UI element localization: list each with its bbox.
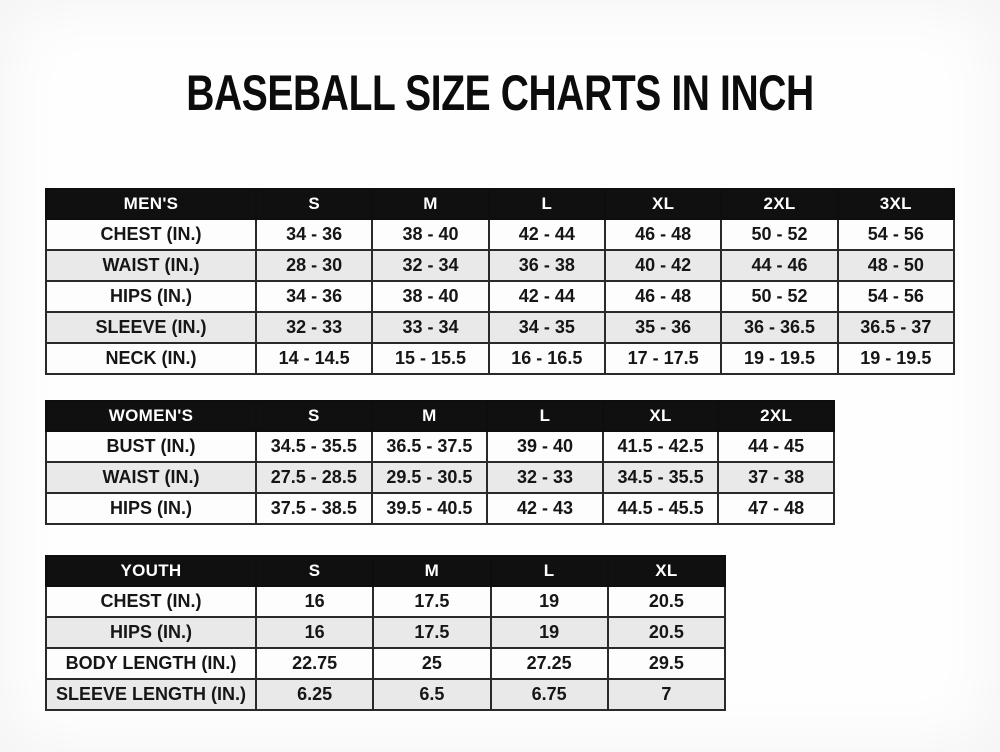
table-header-row xyxy=(46,189,954,219)
size-column-header: 2XL xyxy=(718,401,834,431)
page-title: BASEBALL SIZE CHARTS IN INCH xyxy=(186,65,814,121)
size-value-cell: 54 - 56 xyxy=(838,219,954,250)
size-value-cell: 39.5 - 40.5 xyxy=(372,493,488,524)
size-column-header: M xyxy=(373,556,490,586)
size-value-cell: 44 - 45 xyxy=(718,431,834,462)
table-row xyxy=(46,462,834,493)
size-value-cell: 46 - 48 xyxy=(605,219,721,250)
size-value-cell: 16 xyxy=(256,586,373,617)
size-column-header: L xyxy=(489,189,605,219)
size-column-header: 3XL xyxy=(838,189,954,219)
size-value-cell: 39 - 40 xyxy=(487,431,603,462)
measure-label-cell: CHEST (IN.) xyxy=(46,586,256,617)
measure-label-cell: NECK (IN.) xyxy=(46,343,256,374)
size-column-header: L xyxy=(491,556,608,586)
table-header-row xyxy=(46,556,725,586)
size-column-header: M xyxy=(372,401,488,431)
measure-label-cell: WAIST (IN.) xyxy=(46,250,256,281)
group-label-cell: MEN'S xyxy=(46,189,256,219)
size-value-cell: 34 - 36 xyxy=(256,219,372,250)
size-value-cell: 38 - 40 xyxy=(372,281,488,312)
size-value-cell: 35 - 36 xyxy=(605,312,721,343)
size-value-cell: 19 - 19.5 xyxy=(721,343,837,374)
measure-label-cell: HIPS (IN.) xyxy=(46,281,256,312)
table-row xyxy=(46,431,834,462)
size-value-cell: 17.5 xyxy=(373,617,490,648)
size-column-header: 2XL xyxy=(721,189,837,219)
measure-label-cell: SLEEVE (IN.) xyxy=(46,312,256,343)
size-value-cell: 50 - 52 xyxy=(721,281,837,312)
size-value-cell: 34.5 - 35.5 xyxy=(603,462,719,493)
size-value-cell: 6.75 xyxy=(491,679,608,710)
size-value-cell: 40 - 42 xyxy=(605,250,721,281)
size-value-cell: 36 - 38 xyxy=(489,250,605,281)
size-table-mens xyxy=(45,188,955,375)
size-value-cell: 37.5 - 38.5 xyxy=(256,493,372,524)
size-value-cell: 46 - 48 xyxy=(605,281,721,312)
size-value-cell: 20.5 xyxy=(608,617,725,648)
table-row xyxy=(46,312,954,343)
measure-label-cell: BUST (IN.) xyxy=(46,431,256,462)
size-value-cell: 22.75 xyxy=(256,648,373,679)
table-row xyxy=(46,219,954,250)
size-value-cell: 32 - 33 xyxy=(487,462,603,493)
table-row xyxy=(46,586,725,617)
size-value-cell: 17.5 xyxy=(373,586,490,617)
group-label-cell: YOUTH xyxy=(46,556,256,586)
table-row xyxy=(46,250,954,281)
size-value-cell: 19 xyxy=(491,586,608,617)
table-row xyxy=(46,679,725,710)
size-value-cell: 6.25 xyxy=(256,679,373,710)
size-column-header: S xyxy=(256,556,373,586)
size-value-cell: 41.5 - 42.5 xyxy=(603,431,719,462)
size-value-cell: 32 - 33 xyxy=(256,312,372,343)
table-header-row xyxy=(46,401,834,431)
size-value-cell: 48 - 50 xyxy=(838,250,954,281)
size-value-cell: 54 - 56 xyxy=(838,281,954,312)
measure-label-cell: BODY LENGTH (IN.) xyxy=(46,648,256,679)
size-value-cell: 16 - 16.5 xyxy=(489,343,605,374)
size-value-cell: 15 - 15.5 xyxy=(372,343,488,374)
measure-label-cell: CHEST (IN.) xyxy=(46,219,256,250)
size-value-cell: 38 - 40 xyxy=(372,219,488,250)
size-column-header: S xyxy=(256,401,372,431)
size-value-cell: 28 - 30 xyxy=(256,250,372,281)
size-value-cell: 42 - 44 xyxy=(489,219,605,250)
size-value-cell: 25 xyxy=(373,648,490,679)
size-value-cell: 16 xyxy=(256,617,373,648)
size-column-header: XL xyxy=(605,189,721,219)
group-label-cell: WOMEN'S xyxy=(46,401,256,431)
table-row xyxy=(46,648,725,679)
size-value-cell: 34 - 35 xyxy=(489,312,605,343)
size-value-cell: 6.5 xyxy=(373,679,490,710)
size-column-header: XL xyxy=(603,401,719,431)
size-value-cell: 34.5 - 35.5 xyxy=(256,431,372,462)
measure-label-cell: HIPS (IN.) xyxy=(46,617,256,648)
size-value-cell: 7 xyxy=(608,679,725,710)
size-table-womens xyxy=(45,400,835,525)
size-column-header: M xyxy=(372,189,488,219)
size-column-header: S xyxy=(256,189,372,219)
size-column-header: L xyxy=(487,401,603,431)
table-row xyxy=(46,493,834,524)
size-table-youth xyxy=(45,555,726,711)
size-value-cell: 19 xyxy=(491,617,608,648)
size-value-cell: 29.5 xyxy=(608,648,725,679)
size-value-cell: 36 - 36.5 xyxy=(721,312,837,343)
size-value-cell: 50 - 52 xyxy=(721,219,837,250)
size-value-cell: 36.5 - 37.5 xyxy=(372,431,488,462)
size-value-cell: 19 - 19.5 xyxy=(838,343,954,374)
size-value-cell: 27.25 xyxy=(491,648,608,679)
size-value-cell: 27.5 - 28.5 xyxy=(256,462,372,493)
size-value-cell: 44 - 46 xyxy=(721,250,837,281)
table-row xyxy=(46,281,954,312)
size-value-cell: 44.5 - 45.5 xyxy=(603,493,719,524)
size-value-cell: 42 - 43 xyxy=(487,493,603,524)
size-value-cell: 34 - 36 xyxy=(256,281,372,312)
size-value-cell: 47 - 48 xyxy=(718,493,834,524)
size-value-cell: 32 - 34 xyxy=(372,250,488,281)
size-value-cell: 14 - 14.5 xyxy=(256,343,372,374)
measure-label-cell: WAIST (IN.) xyxy=(46,462,256,493)
size-value-cell: 20.5 xyxy=(608,586,725,617)
size-value-cell: 17 - 17.5 xyxy=(605,343,721,374)
measure-label-cell: HIPS (IN.) xyxy=(46,493,256,524)
size-value-cell: 36.5 - 37 xyxy=(838,312,954,343)
size-value-cell: 37 - 38 xyxy=(718,462,834,493)
size-value-cell: 33 - 34 xyxy=(372,312,488,343)
size-column-header: XL xyxy=(608,556,725,586)
table-row xyxy=(46,343,954,374)
size-value-cell: 42 - 44 xyxy=(489,281,605,312)
size-value-cell: 29.5 - 30.5 xyxy=(372,462,488,493)
table-row xyxy=(46,617,725,648)
measure-label-cell: SLEEVE LENGTH (IN.) xyxy=(46,679,256,710)
